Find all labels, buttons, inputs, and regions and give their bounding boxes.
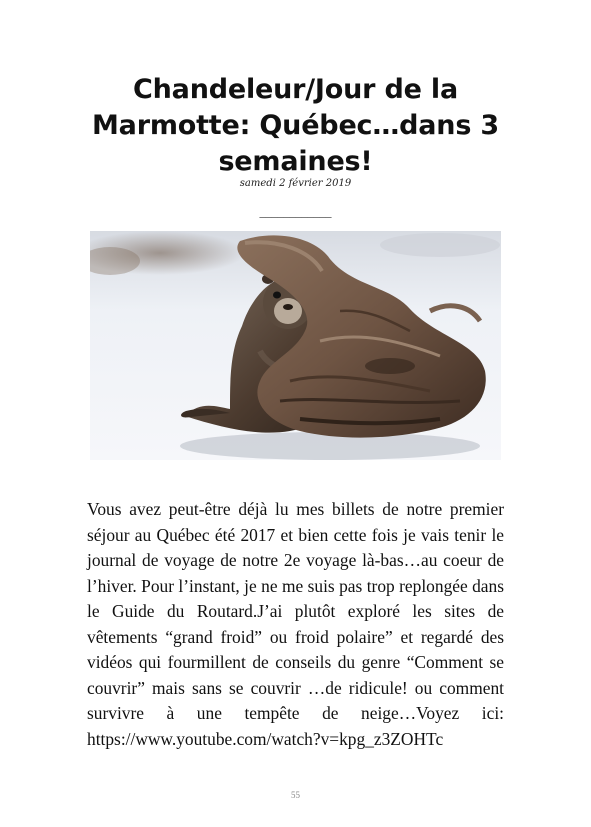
- page-number: 55: [291, 790, 300, 800]
- article-date: samedi 2 février 2019: [239, 178, 352, 189]
- groundhog-photo: [90, 231, 501, 460]
- article-body: Vous avez peut-être déjà lu mes billets de notre premier séjour au Québec été 2017 et bien cette fois je vais tenir le journal de voyage de notre 2e voyage là-bas…au coeur de l’hiver. Pour l’instant, je ne me suis pas trop replongée dans le Guide du Routard.J’ai plutôt exploré les sites de vêtements “grand froid” ou froid polaire” et regardé des vidéos qui fourmillent de conseils du genre “Comment se couvrir” mais sans se couvrir …de ridicule! ou comment survivre à une tempête de neige…Voyez ici: https://www.youtube.com/watch?v=kpg_z3ZOHTc: [87, 499, 504, 749]
- title-separator: ____________: [259, 205, 332, 219]
- article-title: Chandeleur/Jour de la Marmotte: Québec…dans 3 semaines!: [92, 74, 499, 177]
